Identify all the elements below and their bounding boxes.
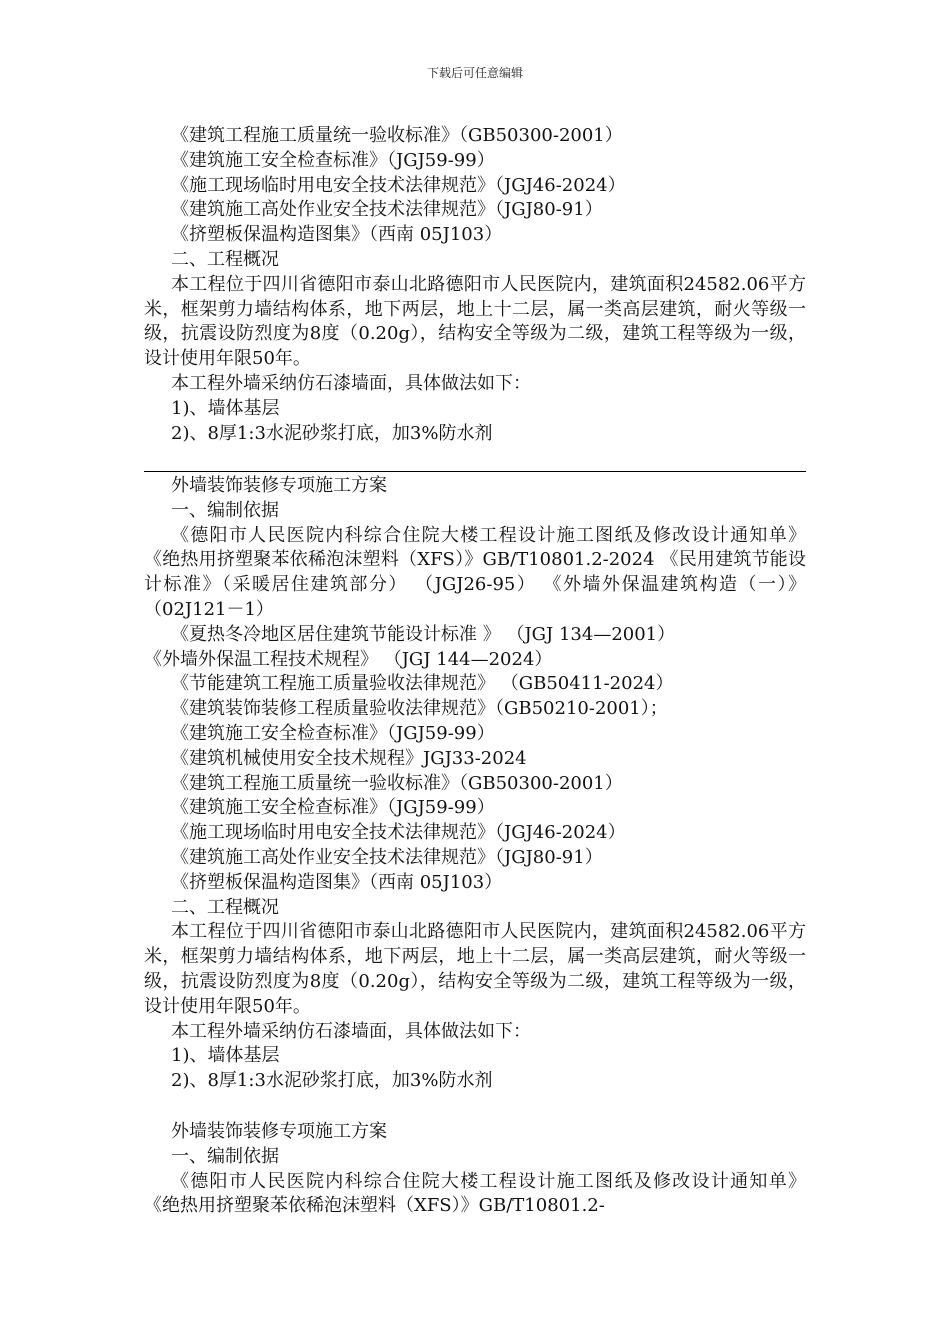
standard-item: 《夏热冬冷地区居住建筑节能设计标准 》 （JGJ 134—2001） bbox=[171, 623, 676, 645]
basis-heading: 一、编制依据 bbox=[171, 1145, 279, 1167]
overview-heading: 二、工程概况 bbox=[171, 896, 279, 918]
standard-item: 《建筑装饰装修工程质量验收法律规范》（GB50210-2001）； bbox=[171, 698, 668, 720]
standard-item: 《建筑施工安全检查标准》（JGJ59-99） bbox=[171, 149, 495, 171]
standard-item: 《节能建筑工程施工质量验收法律规范》 （GB50411-2024） bbox=[171, 673, 674, 695]
section-main bbox=[144, 474, 806, 1094]
overview-paragraph: 本工程位于四川省德阳市泰山北路德阳市人民医院内，建筑面积24582.06平方米，框架剪力墙结构体系，地下两层，地上十二层，属一类高层建筑，耐火等级一级，抗震设防烈度为8度（0.20g），结构安全等级为二级，建筑工程等级为一级，设计使用年限50年。 bbox=[144, 921, 806, 1017]
standard-item: 《挤塑板保温构造图集》（西南 05J103） bbox=[171, 871, 503, 893]
standard-item: 《外墙外保温工程技术规程》 （JGJ 144—2024） bbox=[144, 648, 553, 670]
standard-item: 《建筑施工安全检查标准》（JGJ59-99） bbox=[171, 797, 495, 819]
step-item: 2)、8厚1:3水泥砂浆打底，加3%防水剂 bbox=[171, 422, 493, 444]
step-item: 2)、8厚1:3水泥砂浆打底，加3%防水剂 bbox=[171, 1070, 493, 1092]
method-paragraph: 本工程外墙采纳仿石漆墙面，具体做法如下： bbox=[171, 372, 531, 394]
standard-item: 《建筑施工安全检查标准》（JGJ59-99） bbox=[171, 722, 495, 744]
page-header: 下载后可任意编辑 bbox=[426, 66, 523, 80]
section-continued bbox=[144, 124, 806, 446]
step-item: 1)、墙体基层 bbox=[171, 1045, 280, 1067]
standard-item: 《建筑机械使用安全技术规程》JGJ33-2024 bbox=[171, 747, 527, 769]
basis-paragraph: 《德阳市人民医院内科综合住院大楼工程设计施工图纸及修改设计通知单》 《绝热用挤塑聚苯依稀泡沫塑料（XFS）》GB/T10801.2- bbox=[144, 1170, 806, 1217]
standard-item: 《建筑工程施工质量统一验收标准》（GB50300-2001） bbox=[171, 772, 623, 794]
standard-item: 《施工现场临时用电安全技术法律规范》（JGJ46-2024） bbox=[171, 822, 626, 844]
overview-heading: 二、工程概况 bbox=[171, 248, 279, 270]
section-repeat bbox=[144, 1120, 806, 1219]
standard-item: 《施工现场临时用电安全技术法律规范》（JGJ46-2024） bbox=[171, 174, 626, 196]
section-title: 外墙装饰装修专项施工方案 bbox=[171, 1121, 387, 1142]
overview-paragraph: 本工程位于四川省德阳市泰山北路德阳市人民医院内，建筑面积24582.06平方米，框架剪力墙结构体系，地下两层，地上十二层，属一类高层建筑，耐火等级一级，抗震设防烈度为8度（0.20g），结构安全等级为二级，建筑工程等级为一级，设计使用年限50年。 bbox=[144, 273, 806, 370]
section-title: 外墙装饰装修专项施工方案 bbox=[171, 475, 387, 496]
standard-item: 《建筑施工高处作业安全技术法律规范》（JGJ80-91） bbox=[171, 846, 603, 868]
standard-item: 《建筑施工高处作业安全技术法律规范》（JGJ80-91） bbox=[171, 199, 603, 221]
step-item: 1)、墙体基层 bbox=[171, 397, 280, 419]
standard-item: 《挤塑板保温构造图集》（西南 05J103） bbox=[171, 224, 503, 246]
section-divider bbox=[144, 471, 806, 472]
standard-item: 《建筑工程施工质量统一验收标准》（GB50300-2001） bbox=[171, 125, 623, 146]
method-paragraph: 本工程外墙采纳仿石漆墙面，具体做法如下： bbox=[171, 1020, 531, 1042]
basis-paragraph: 《德阳市人民医院内科综合住院大楼工程设计施工图纸及修改设计通知单》 《绝热用挤塑聚苯依稀泡沫塑料（XFS）》GB/T10801.2-2024 《民用建筑节能设计标准》（采暖居住建筑部分） （JGJ26-95） 《外墙外保温建筑构造（一）》 （02J121－1） bbox=[144, 524, 806, 620]
basis-heading: 一、编制依据 bbox=[171, 499, 279, 521]
